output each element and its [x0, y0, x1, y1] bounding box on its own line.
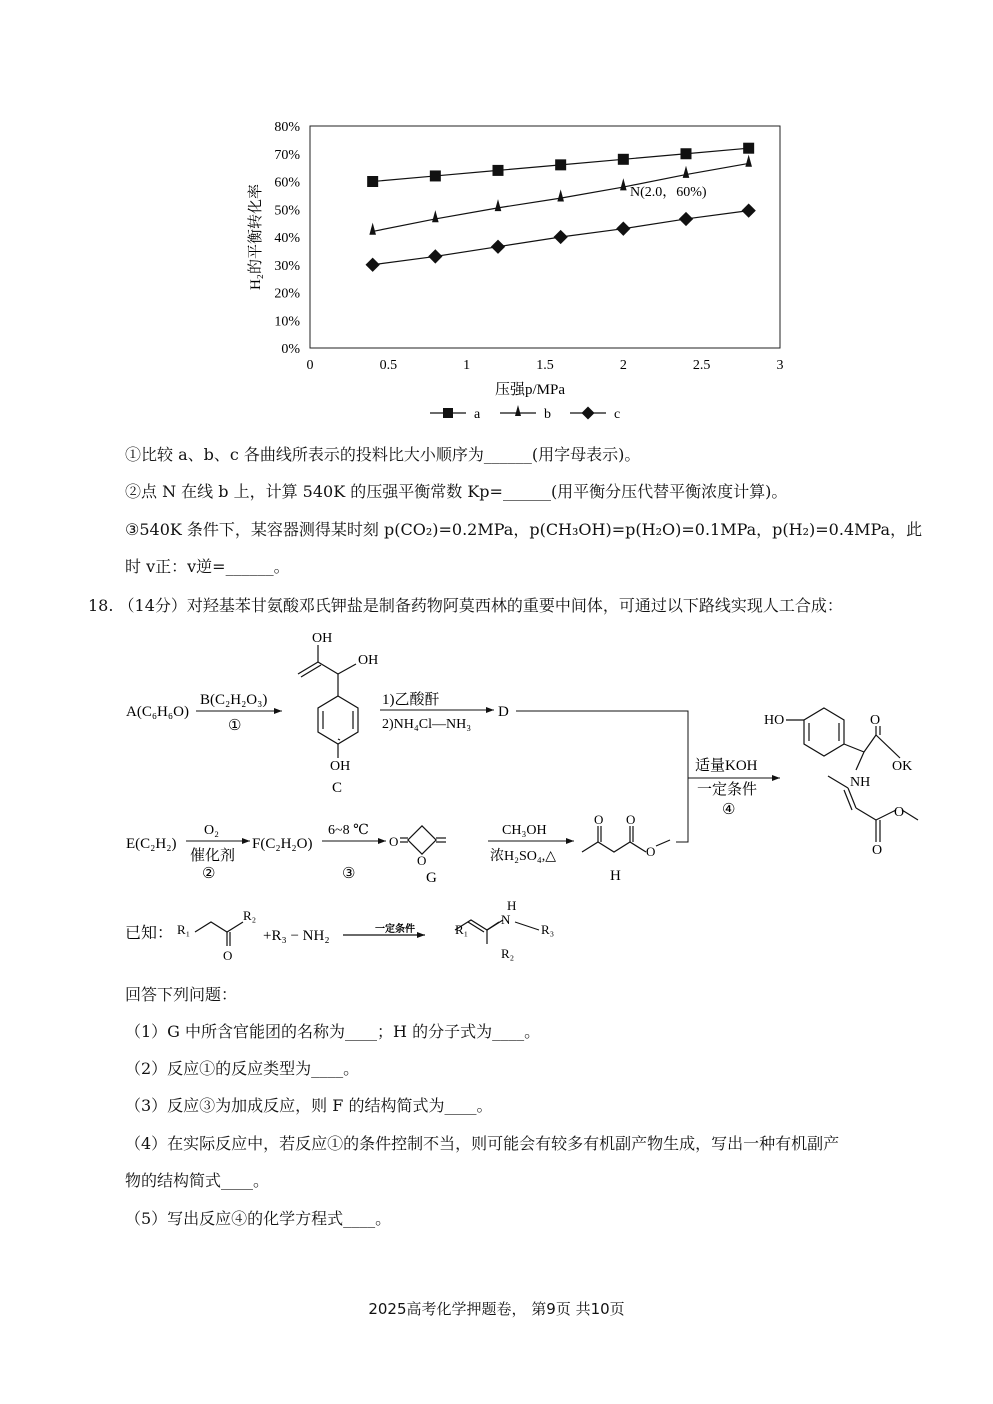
sub-question-1: （1）G 中所含官能团的名称为____；H 的分子式为____。 — [125, 1022, 541, 1041]
sub-question-5: （5）写出反应④的化学方程式____。 — [125, 1209, 392, 1228]
product-ok: OK — [892, 759, 913, 774]
legend-label: c — [614, 407, 621, 422]
legend-item-a — [430, 407, 481, 422]
question-3-line2: 时 v正：v逆=______。 — [125, 557, 290, 576]
x-axis-label: 压强p/MPa — [494, 382, 566, 398]
g-o-ring: O — [417, 853, 427, 868]
data-point-c — [554, 230, 568, 244]
y-tick-label: 10% — [274, 314, 300, 330]
known-prod-r1: R₁ — [455, 922, 469, 937]
data-point-b — [745, 155, 752, 167]
known-prod-r2: R₂ — [501, 946, 515, 961]
data-point-b — [557, 189, 564, 201]
c-oh-top: OH — [312, 631, 333, 646]
koh-reagent: 适量KOH — [695, 758, 758, 774]
compound-g-structure — [400, 826, 446, 854]
y-tick-labels — [274, 120, 300, 357]
known-n-r3-bond — [515, 922, 539, 930]
legend-label: b — [544, 407, 551, 422]
h-o-3: O — [646, 844, 656, 859]
sub-question-2: （2）反应①的反应类型为____。 — [125, 1059, 360, 1078]
synthesis-scheme — [110, 620, 950, 890]
sub-question-4-line1: （4）在实际反应中，若反应①的条件控制不当，则可能会有较多有机副产物生成，写出一种有机副产 — [125, 1134, 840, 1153]
step-4-condition: 一定条件 — [697, 782, 758, 798]
x-tick-labels — [307, 358, 784, 373]
data-point-a — [681, 148, 692, 159]
c-oh-bottom: OH — [330, 759, 351, 774]
question-3-line1: ③540K 条件下，某容器测得某时刻 p(CO₂)=0.2MPa，p(CH₃OH)=p(H₂O)=0.1MPa，p(H₂)=0.4MPa，此 — [125, 520, 923, 539]
y-tick-label: 40% — [274, 231, 300, 246]
known-r1: R₁ — [177, 922, 191, 937]
arrow-head-2 — [242, 838, 250, 844]
data-point-c — [366, 258, 380, 272]
data-point-a — [743, 143, 754, 154]
arrow-head-4 — [772, 775, 780, 781]
h-o-2: O — [626, 812, 636, 827]
data-point-c — [491, 240, 505, 254]
known-label: 已知： — [125, 925, 174, 942]
compound-h-structure — [582, 826, 670, 852]
known-prod-h: H — [507, 898, 517, 913]
question-1: ①比较 a、b、c 各曲线所表示的投料比大小顺序为______(用字母表示)。 — [125, 445, 641, 464]
catalyst-label: 催化剂 — [190, 848, 236, 864]
compound-a: A(C₆H₆O) — [126, 704, 189, 720]
x-tick-label: 3 — [776, 358, 784, 373]
data-point-a — [555, 159, 566, 170]
y-tick-label: 0% — [281, 342, 300, 357]
x-tick-label: 2.5 — [692, 358, 711, 373]
reagent-b: B(C₂H₂O₃) — [200, 692, 268, 708]
chart-plot-frame — [310, 126, 780, 348]
y-tick-label: 80% — [274, 120, 300, 135]
x-tick-label: 0 — [306, 358, 314, 373]
data-point-b — [432, 210, 439, 222]
sub-question-4-line2: 物的结构简式____。 — [125, 1171, 270, 1190]
known-o: O — [223, 948, 233, 963]
h-o-1: O — [594, 812, 604, 827]
product-o-top: O — [870, 713, 881, 728]
legend-label: a — [474, 407, 481, 422]
acid-condition: 浓H₂SO₄,△ — [490, 849, 557, 864]
data-point-a — [367, 176, 378, 187]
series-group — [366, 143, 756, 272]
known-prod-n: N — [501, 912, 511, 927]
reagent-o2: O₂ — [204, 823, 219, 838]
data-point-c — [742, 203, 756, 217]
known-arrow-head — [417, 932, 425, 938]
conversion-chart — [230, 110, 810, 430]
cond-d-2: 2)NH₄Cl—NH₃ — [382, 717, 472, 732]
product-nh: NH — [850, 775, 871, 790]
arrow-head-3 — [378, 838, 386, 844]
legend-item-c — [570, 407, 620, 423]
data-point-a — [618, 154, 629, 165]
y-tick-label: 60% — [274, 175, 300, 191]
y-tick-label: 70% — [274, 147, 300, 163]
x-tick-label: 2 — [619, 358, 627, 373]
x-tick-label: 0.5 — [379, 358, 398, 373]
data-point-b — [369, 223, 376, 235]
data-point-b — [620, 178, 627, 190]
sub-question-3: （3）反应③为加成反应，则 F 的结构简式为____。 — [125, 1096, 493, 1115]
c-oh-side: OH — [358, 653, 379, 668]
data-point-b — [683, 166, 690, 178]
compound-g-label: G — [426, 870, 437, 886]
known-amine: +R₃ − NH₂ — [263, 928, 330, 944]
step-3-label: ③ — [342, 866, 356, 882]
methanol-reagent: CH₃OH — [502, 823, 547, 838]
temp-condition: 6~8 ℃ — [328, 823, 369, 838]
data-point-b — [495, 199, 502, 211]
answer-intro: 回答下列问题： — [125, 985, 238, 1004]
y-tick-label: 30% — [274, 258, 300, 274]
y-tick-label: 50% — [274, 203, 300, 219]
cond-d-1: 1)乙酸酐 — [382, 692, 440, 708]
question-2: ②点 N 在线 b 上，计算 540K 的压强平衡常数 Kp=______(用平衡分压代替平衡浓度计算)。 — [125, 482, 788, 501]
y-tick-label: 20% — [274, 286, 300, 302]
data-point-c — [616, 222, 630, 236]
step-4-label: ④ — [722, 802, 736, 818]
product-o-ether: O — [894, 805, 905, 820]
known-prod-r3: R₃ — [541, 922, 555, 937]
data-point-a — [493, 165, 504, 176]
known-condition: 一定条件 — [375, 924, 415, 935]
chart-legend — [430, 405, 620, 422]
step-2-label: ② — [202, 866, 216, 882]
compound-d: D — [498, 704, 509, 720]
g-o-carbonyl: O — [389, 834, 399, 849]
compound-h-label: H — [610, 868, 621, 884]
legend-item-b — [500, 405, 551, 422]
arrow-head-1 — [274, 708, 282, 714]
known-r2: R₂ — [243, 908, 257, 923]
product-ho: HO — [764, 713, 785, 728]
x-tick-label: 1.5 — [536, 358, 554, 373]
arrow-head-d — [486, 707, 494, 713]
page-footer: 2025高考化学押题卷， 第9页 共10页 — [368, 1300, 625, 1318]
compound-e: E(C₂H₂) — [126, 836, 177, 852]
problem-18-header: 18. （14分）对羟基苯甘氨酸邓氏钾盐是制备药物阿莫西林的重要中间体，可通过以下路线实现人工合成： — [88, 596, 843, 615]
x-tick-label: 1 — [463, 358, 471, 373]
data-point-c — [428, 249, 442, 263]
point-n-annotation: N(2.0，60%) — [630, 185, 707, 200]
compound-f: F(C₂H₂O) — [252, 836, 313, 852]
product-o-bottom: O — [872, 843, 883, 858]
y-axis-label: H₂的平衡转化率 — [248, 183, 264, 291]
compound-c-structure — [298, 645, 358, 758]
data-point-a — [430, 170, 441, 181]
compound-c-label: C — [332, 780, 343, 796]
data-point-c — [679, 212, 693, 226]
step-1-label: ① — [228, 718, 242, 734]
arrow-head-h — [566, 838, 574, 844]
known-reaction — [125, 898, 585, 968]
